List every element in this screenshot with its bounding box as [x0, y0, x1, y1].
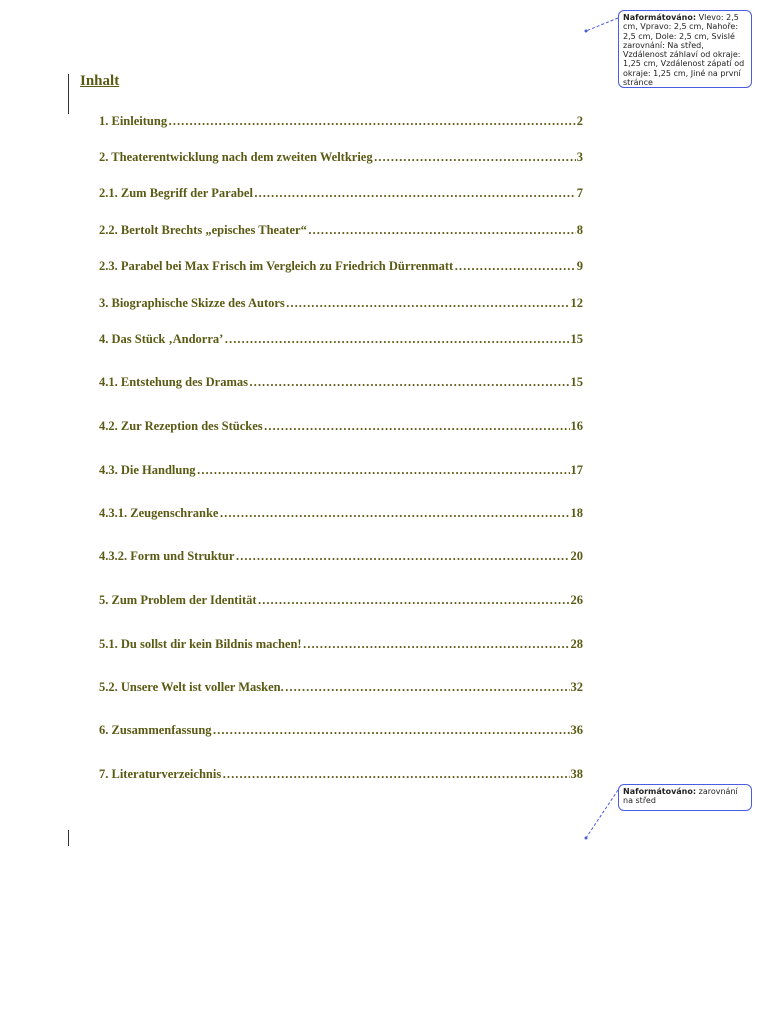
- toc-dot-leader: [285, 680, 570, 695]
- toc-page-number: 26: [570, 593, 583, 607]
- toc-dot-leader: [197, 463, 570, 478]
- toc-entry[interactable]: [99, 419, 583, 435]
- toc-dot-leader: [254, 186, 576, 201]
- toc-page-number: 9: [576, 259, 583, 273]
- toc-entry-title: 6. Zusammenfassung: [99, 723, 212, 737]
- toc-dot-leader: [168, 114, 576, 129]
- toc-dot-leader: [286, 296, 570, 311]
- toc-entry-title: 5.1. Du sollst dir kein Bildnis machen!: [99, 637, 302, 651]
- toc-dot-leader: [258, 593, 570, 608]
- toc-entry-title: 4.3. Die Handlung: [99, 463, 196, 477]
- toc-entry[interactable]: [99, 723, 583, 739]
- toc-entry-title: 2.2. Bertolt Brechts „episches Theater“: [99, 223, 307, 237]
- change-bar: [68, 830, 69, 846]
- toc-entry[interactable]: [99, 296, 583, 312]
- toc-entry[interactable]: [99, 549, 583, 565]
- toc-page-number: 7: [576, 186, 583, 200]
- toc-entry-title: 3. Biographische Skizze des Autors: [99, 296, 285, 310]
- toc-entry[interactable]: [99, 114, 583, 130]
- toc-dot-leader: [264, 419, 570, 434]
- toc-entry[interactable]: [99, 375, 583, 391]
- format-comment-balloon[interactable]: [618, 10, 752, 88]
- toc-page-number: 16: [570, 419, 583, 433]
- change-bar: [68, 74, 69, 114]
- toc-page-number: 12: [570, 296, 583, 310]
- toc-dot-leader: [213, 723, 570, 738]
- toc-entry[interactable]: [99, 680, 583, 696]
- toc-page-number: 38: [570, 767, 583, 781]
- toc-entry[interactable]: [99, 150, 583, 166]
- toc-dot-leader: [249, 375, 570, 390]
- toc-page-number: 20: [570, 549, 583, 563]
- toc-entry-title: 2. Theaterentwicklung nach dem zweiten Weltkrieg: [99, 150, 373, 164]
- comment-label: Naformátováno:: [623, 787, 697, 796]
- toc-entry[interactable]: [99, 332, 583, 348]
- toc-page-number: 15: [570, 332, 583, 346]
- toc-page-number: 8: [576, 223, 583, 237]
- toc-dot-leader: [454, 259, 576, 274]
- toc-page-number: 3: [576, 150, 583, 164]
- toc-page-number: 18: [570, 506, 583, 520]
- toc-dot-leader: [224, 332, 569, 347]
- toc-entry[interactable]: [99, 223, 583, 239]
- toc-dot-leader: [308, 223, 576, 238]
- toc-entry-title: 4. Das Stück ‚Andorra’: [99, 332, 224, 346]
- toc-entry[interactable]: [99, 767, 583, 783]
- toc-dot-leader: [235, 549, 569, 564]
- toc-entry-title: 4.2. Zur Rezeption des Stückes: [99, 419, 263, 433]
- toc-heading: Inhalt: [80, 73, 120, 89]
- toc-entry-title: 4.3.2. Form und Struktur: [99, 549, 235, 563]
- toc-entry-title: 2.3. Parabel bei Max Frisch im Vergleich zu Friedrich Dürrenmatt: [99, 259, 454, 273]
- toc-dot-leader: [222, 767, 569, 782]
- toc-page-number: 15: [570, 375, 583, 389]
- toc-entry[interactable]: [99, 463, 583, 479]
- toc-entry-title: 4.1. Entstehung des Dramas: [99, 375, 248, 389]
- toc-entry[interactable]: [99, 506, 583, 522]
- toc-dot-leader: [374, 150, 576, 165]
- toc-entry-title: 1. Einleitung: [99, 114, 168, 128]
- toc-dot-leader: [303, 637, 570, 652]
- comment-text: zarovnání na střed: [623, 787, 738, 806]
- toc-entry[interactable]: [99, 593, 583, 609]
- format-comment-balloon[interactable]: [618, 784, 752, 811]
- comment-label: Naformátováno:: [623, 13, 697, 22]
- toc-entry-title: 4.3.1. Zeugenschranke: [99, 506, 219, 520]
- toc-entry[interactable]: [99, 259, 583, 275]
- toc-entry-title: 5. Zum Problem der Identität: [99, 593, 257, 607]
- toc-page-number: 2: [576, 114, 583, 128]
- toc-entry[interactable]: [99, 186, 583, 202]
- toc-entry[interactable]: [99, 637, 583, 653]
- toc-dot-leader: [219, 506, 569, 521]
- toc-page-number: 32: [570, 680, 583, 694]
- toc-entry-title: 2.1. Zum Begriff der Parabel: [99, 186, 253, 200]
- toc-page-number: 28: [570, 637, 583, 651]
- toc-page-number: 36: [570, 723, 583, 737]
- toc-page-number: 17: [570, 463, 583, 477]
- toc-entry-title: 7. Literaturverzeichnis: [99, 767, 222, 781]
- comment-text: Vlevo: 2,5 cm, Vpravo: 2,5 cm, Nahoře: 2,5 cm, Dole: 2,5 cm, Svislé zarovnání: Na střed, Vzdálenost záhlaví od okraje: 1,25 cm, Vzdálenost zápatí od okraje: 1,25 cm, Jiné na první stránce: [623, 13, 745, 88]
- toc-entry-title: 5.2. Unsere Welt ist voller Masken.: [99, 680, 284, 694]
